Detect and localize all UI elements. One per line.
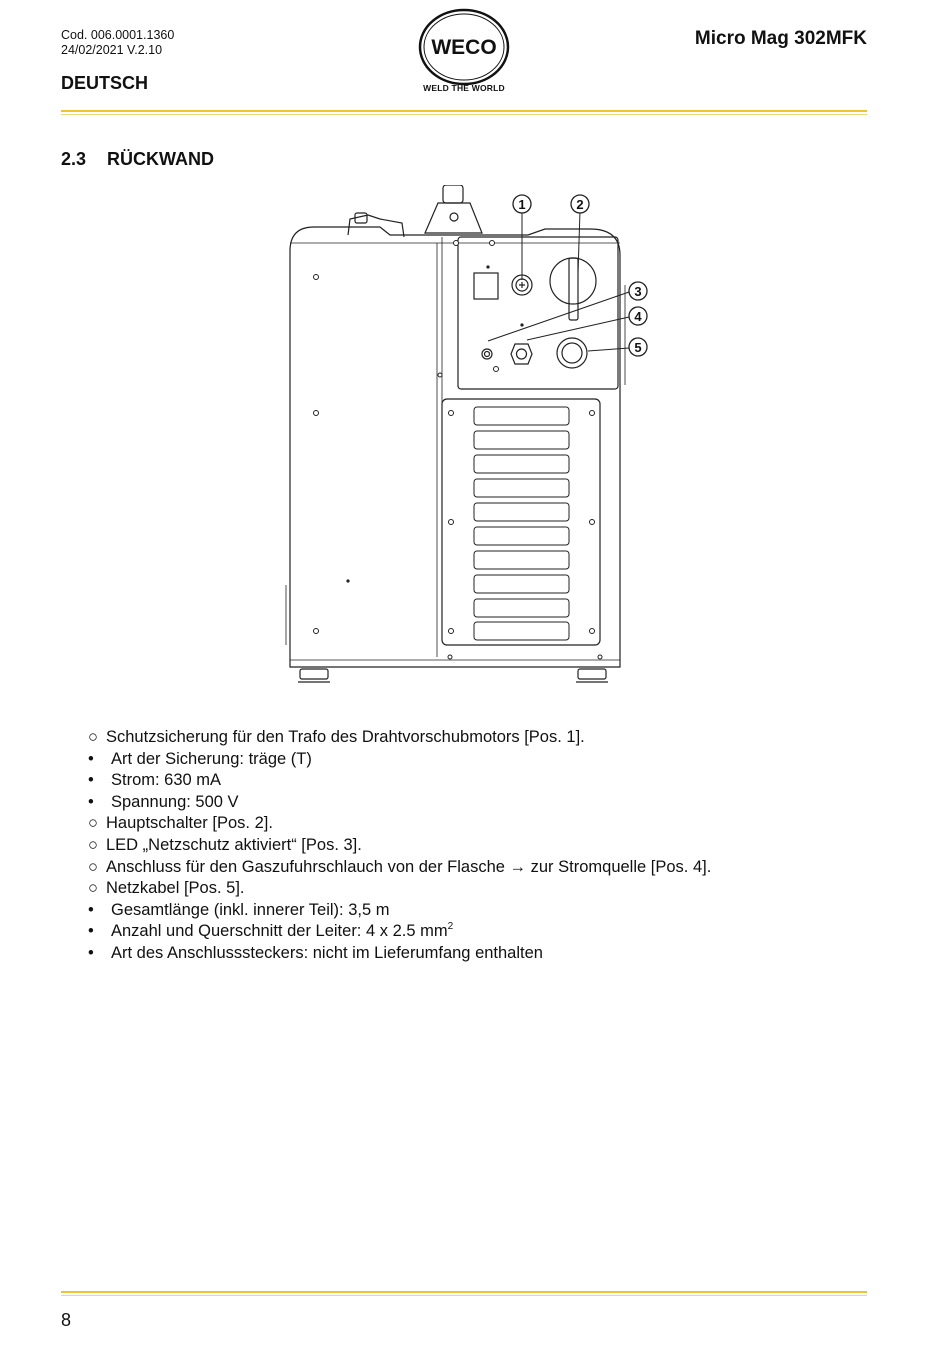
sub-list-item: • Anzahl und Querschnitt der Leiter: 4 x 2.5 $mm^2$ bbox=[88, 921, 454, 941]
superscript-2: 2 bbox=[447, 921, 454, 933]
sub-list-item: • Art der Sicherung: träge (T) bbox=[88, 749, 312, 768]
list-item: ○ Anschluss für den Gaszufuhrschlauch von der Flasche → zur Stromquelle [Pos. 4]. bbox=[88, 857, 712, 876]
page-number: 8 bbox=[61, 1310, 72, 1330]
callout-4: 4 bbox=[634, 309, 642, 324]
doc-code bbox=[61, 28, 174, 58]
list-item: ○ Netzkabel [Pos. 5]. bbox=[88, 879, 245, 898]
section-heading bbox=[61, 149, 214, 170]
doc-date-version: 24/02/2021 V.2.10 bbox=[61, 43, 163, 57]
sub-list-item: • Gesamtlänge (inkl. innerer Teil): 3,5 m bbox=[88, 900, 390, 919]
sub-item-text: Spannung: 500 V bbox=[111, 792, 239, 811]
component-list bbox=[88, 727, 711, 965]
item-text: Netzkabel [Pos. 5]. bbox=[106, 879, 245, 898]
callout-2: 2 bbox=[576, 197, 584, 212]
rear-panel-drawing bbox=[280, 185, 650, 690]
sub-item-text: Gesamtlänge (inkl. innerer Teil): 3,5 m bbox=[111, 900, 390, 919]
sub-item-text: Anzahl und Querschnitt der Leiter: 4 x 2.5 mm bbox=[111, 922, 448, 941]
sub-item-text: Art der Sicherung: träge (T) bbox=[111, 749, 312, 768]
footer-rule-thin bbox=[61, 1295, 867, 1296]
sub-list-item: • Strom: 630 mA bbox=[88, 771, 222, 790]
item-text: LED „Netzschutz aktiviert“ [Pos. 3]. bbox=[106, 835, 362, 854]
section-number: 2.3 bbox=[61, 149, 87, 169]
callout-1: 1 bbox=[518, 197, 526, 212]
header-rule bbox=[61, 110, 867, 112]
sub-item-text: Strom: 630 mA bbox=[111, 771, 222, 790]
list-item: ○ Hauptschalter [Pos. 2]. bbox=[88, 814, 273, 833]
sub-list-item: • Art des Anschlusssteckers: nicht im Lieferumfang enthalten bbox=[88, 943, 543, 962]
sub-item-text: Art des Anschlusssteckers: nicht im Lieferumfang enthalten bbox=[111, 943, 543, 962]
item-text: Anschluss für den Gaszufuhrschlauch von der Flasche → zur Stromquelle [Pos. 4]. bbox=[106, 857, 712, 876]
callout-5: 5 bbox=[634, 340, 642, 355]
item-text: Hauptschalter [Pos. 2]. bbox=[106, 814, 273, 833]
footer-rule bbox=[61, 1291, 867, 1293]
logo-tagline: WELD THE WORLD bbox=[423, 83, 505, 93]
callout-3: 3 bbox=[634, 284, 642, 299]
section-title: RÜCKWAND bbox=[107, 149, 214, 169]
header-rule-thin bbox=[61, 114, 867, 115]
weco-logo bbox=[417, 8, 511, 94]
doc-code-number: Cod. 006.0001.1360 bbox=[61, 28, 175, 42]
list-item: ○ Schutzsicherung für den Trafo des Drahtvorschubmotors [Pos. 1]. bbox=[88, 728, 585, 746]
item-text: Schutzsicherung für den Trafo des Drahtvorschubmotors [Pos. 1]. bbox=[106, 728, 585, 746]
language-label: DEUTSCH bbox=[61, 73, 149, 93]
list-item: ○ LED „Netzschutz aktiviert“ [Pos. 3]. bbox=[88, 835, 362, 854]
sub-list-item: • Spannung: 500 V bbox=[88, 792, 239, 811]
logo-wordmark: WECO bbox=[431, 36, 497, 59]
product-title: Micro Mag 302MFK bbox=[694, 28, 867, 49]
